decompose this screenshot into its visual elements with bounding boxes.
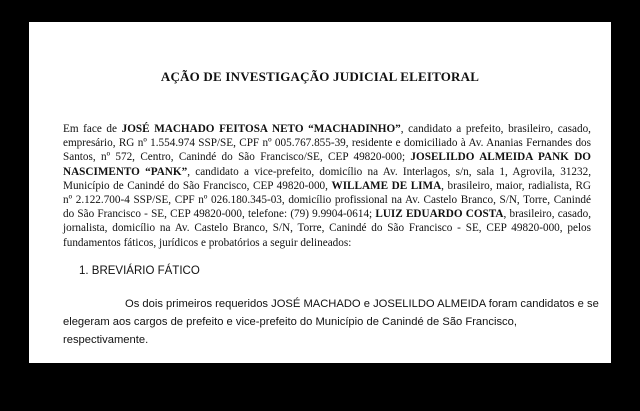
document-page	[29, 22, 611, 363]
intro-text: , candidato a vice-prefeito, domicílio na Av. Interlagos, s/n, sala 1, Agrovila, 31232, Município de Canindé do São Francisco, CEP 49820-000,	[63, 165, 591, 192]
party-name: JOSELILDO ALMEIDA PANK DO NASCIMENTO “PANK”	[63, 151, 591, 178]
section-paragraph	[63, 295, 601, 349]
party-name: WILLAME DE LIMA	[331, 179, 442, 192]
intro-text: , candidato a prefeito, brasileiro, casado, empresário, RG nº 1.554.974 SSP/SE, CPF nº 005.767.855-39, residente e domiciliado à Av. Ananias Fernandes dos Santos, nº 572, Centro, Canindé do São Francisco/SE, CEP 49820-000;	[63, 123, 591, 164]
section-heading: 1. BREVIÁRIO FÁTICO	[79, 265, 200, 277]
party-name: LUIZ EDUARDO COSTA	[375, 208, 504, 221]
intro-paragraph	[63, 122, 591, 250]
intro-text: Em face de	[63, 123, 122, 135]
intro-text: , brasileiro, casado, jornalista, domicílio na Av. Castelo Branco, S/N, Torre, Canindé do São Francisco - SE, CEP 49820-000, pelos fundamentos fáticos, jurídicos e probatórios a seguir delineados:	[63, 208, 591, 249]
intro-text: , brasileiro, maior, radialista, RG nº 2.122.700-4 SSP/SE, CPF nº 026.180.345-03, domicílio profissional na Av. Castelo Branco, S/N, Torre, Canindé do São Francisco - SE, CEP 49820-000, telefone: (79) 9.9904-0614;	[63, 179, 591, 221]
document-title: AÇÃO DE INVESTIGAÇÃO JUDICIAL ELEITORAL	[160, 69, 480, 84]
section-text: Os dois primeiros requeridos JOSÉ MACHADO e JOSELILDO ALMEIDA foram candidatos e se elegeram aos cargos de prefeito e vice-prefeito do Município de Canindé de São Francisco, respectivamente.	[63, 298, 599, 346]
party-name: JOSÉ MACHADO FEITOSA NETO “MACHADINHO”	[121, 123, 401, 135]
